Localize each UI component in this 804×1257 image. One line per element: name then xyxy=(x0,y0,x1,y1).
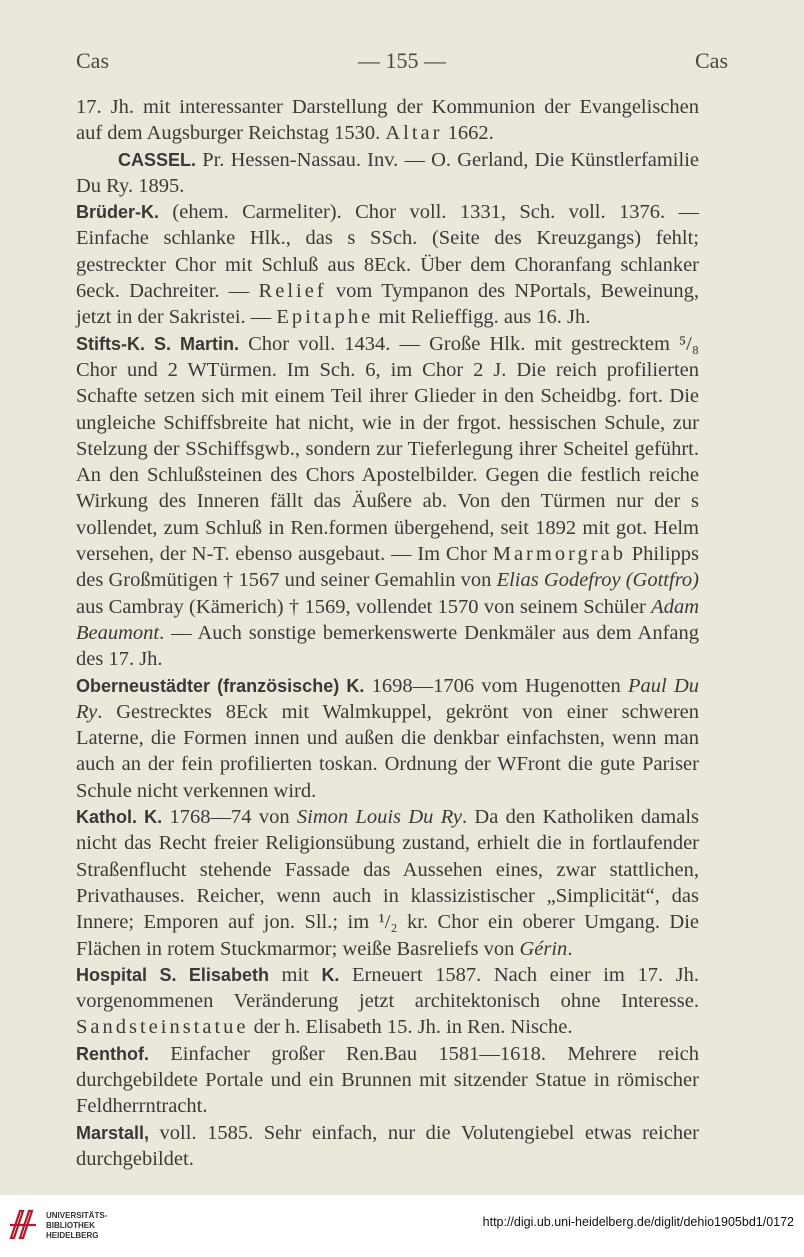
entry-heading: Renthof. xyxy=(76,1043,149,1064)
entry-heading: Marstall, xyxy=(76,1122,150,1143)
object-term: Epitaphe xyxy=(276,306,374,329)
entry-heading: CASSEL. xyxy=(118,149,197,170)
page-number: — 155 — xyxy=(358,48,446,73)
library-name xyxy=(46,1211,107,1241)
text-run: mit Relieffigg. aus 16. Jh. xyxy=(373,306,591,329)
paragraph xyxy=(76,804,699,962)
object-term: Sandsteinstatue xyxy=(76,1016,249,1039)
text-run: Einfacher großer Ren.Bau 1581—1618. Mehrere reich durchgebildete Portale und ein Brunnen mit sitzender Statue in römischer Feldherrntracht. xyxy=(76,1042,699,1118)
text-run: der h. Elisabeth 15. Jh. in Ren. Nische. xyxy=(248,1016,573,1039)
entry-heading: Brüder-K. xyxy=(76,202,160,223)
artist-name: Paul Du Ry xyxy=(76,674,699,723)
library-line: HEIDELBERG xyxy=(46,1231,99,1240)
text-run: Pr. Hessen-Nassau. Inv. — O. Gerland, Die Künstlerfamilie Du Ry. 1895. xyxy=(76,148,699,197)
paragraph xyxy=(76,94,699,147)
paragraph xyxy=(76,1041,699,1120)
artist-name: Simon Louis Du Ry xyxy=(296,806,462,829)
entry-heading: Oberneustädter (französische) K. xyxy=(76,675,365,696)
source-url-link[interactable]: http://digi.ub.uni-heidelberg.de/diglit/dehio1905bd1/0172 xyxy=(482,1215,794,1229)
artist-name: Adam Beaumont xyxy=(76,595,699,644)
text-run: 1698—1706 vom Hugenotten xyxy=(364,674,628,697)
paragraph xyxy=(76,1120,699,1173)
entry-heading: Hospital S. Elisabeth xyxy=(76,964,269,985)
text-run: . xyxy=(567,937,573,960)
entry-heading: K. xyxy=(321,964,340,985)
library-line: UNIVERSITÄTS- xyxy=(46,1211,108,1220)
artist-name: Elias Godefroy (Gottfro) xyxy=(496,569,699,592)
university-logo-icon xyxy=(8,1207,38,1241)
text-run: Chor voll. 1434. — Große Hlk. mit gestrecktem ⁵/₈ Chor und 2 WTürmen. Im Sch. 6, im Chor 2 J. Die reich profilierten Schafte setzen sich mit einem Teil ihrer Glieder in den Scheidbg. fort. Die ungleiche Schiffsbreite hat nicht, wie in der frgot. hessischen Schule, zur Stelzung der SSchiffsgwb., sondern zur Tieferlegung ihrer Scheitel geführt. An den Schlußsteinen des Chors Apostelbilder. Gegen die festlich reiche Wirkung des Inneren fällt das Äußere ab. Von den Türmen nur der s vollendet, zum Schluß in Ren.formen übergehend, seit 1892 mit got. Helm versehen, der N-T. ebenso ausgebaut. — Im Chor xyxy=(76,332,699,566)
artist-name: Gérin xyxy=(519,937,568,960)
text-run: 1662. xyxy=(442,122,494,145)
object-term: Altar xyxy=(385,122,443,145)
entry-heading: Stifts-K. S. Martin. xyxy=(76,333,239,354)
text-run: (ehem. Carmeliter). Chor voll. 1331, Sch. voll. 1376. — Einfache schlanke Hlk., das s SSch. (Seite des Kreuzgangs) fehlt; gestreckter Chor mit Schluß aus 8Eck. Über dem Choranfang schlanker 6eck. Dachreiter. — xyxy=(76,201,699,303)
text-run: vom Tympanon des NPortals, Beweinung, jetzt in der Sakristei. — xyxy=(76,280,699,329)
text-run: voll. 1585. Sehr einfach, nur die Volutengiebel etwas reicher durchgebildet. xyxy=(76,1121,699,1170)
text-run: mit xyxy=(268,963,322,986)
page-body xyxy=(76,94,699,1172)
running-header xyxy=(76,48,728,78)
text-run: Erneuert 1587. Nach einer im 17. Jh. vorgenommenen Veränderung jetzt architektonisch ohne Interesse. xyxy=(76,963,699,1013)
entry-heading: Kathol. K. xyxy=(76,807,163,828)
text-run: . — Auch sonstige bemerkenswerte Denkmäler aus dem Anfang des 17. Jh. xyxy=(76,621,699,671)
text-run: 17. Jh. mit interessanter Darstellung der Kommunion der Evangelischen auf dem Augsburger Reichstag 1530. xyxy=(76,96,699,145)
object-term: Relief xyxy=(258,280,327,303)
text-run: 1768—74 von xyxy=(162,806,297,829)
footer-bar xyxy=(0,1195,804,1257)
paragraph xyxy=(76,199,699,330)
paragraph xyxy=(76,673,699,804)
text-run: . Da den Katholiken damals nicht das Recht freier Religionsübung zustand, erhielt die in fortlaufender Straßenflucht stehende Fassade das Aussehen eines, zwar stattlichen, Privathauses. Reicher, wenn auch in klassizistischer „Simplicität“, das Innere; Emporen auf jon. Sll.; im ¹/₂ kr. Chor ein oberer Umgang. Die Flächen in rotem Stuckmarmor; weiße Basreliefs von xyxy=(76,806,699,960)
text-run: . Gestrecktes 8Eck mit Walmkuppel, gekrönt von einer schweren Laterne, die Formen innen und außen die denkbar einfachsten, wenn man auch an der fein profilierten toskan. Ordnung der WFront die gute Pariser Schule nicht verkennen wird. xyxy=(76,700,699,802)
paragraph xyxy=(76,962,699,1041)
header-left: Cas xyxy=(76,48,109,73)
text-run: aus Cambray (Kämerich) † 1569, vollendet 1570 von seinem Schüler xyxy=(76,595,652,618)
text-run: Philipps des Großmütigen † 1567 und seiner Gemahlin von xyxy=(76,543,700,592)
header-right: Cas xyxy=(695,48,728,73)
library-line: BIBLIOTHEK xyxy=(46,1221,95,1230)
paragraph xyxy=(76,147,699,200)
object-term: Marmorgrab xyxy=(492,543,626,566)
paragraph xyxy=(76,331,699,673)
